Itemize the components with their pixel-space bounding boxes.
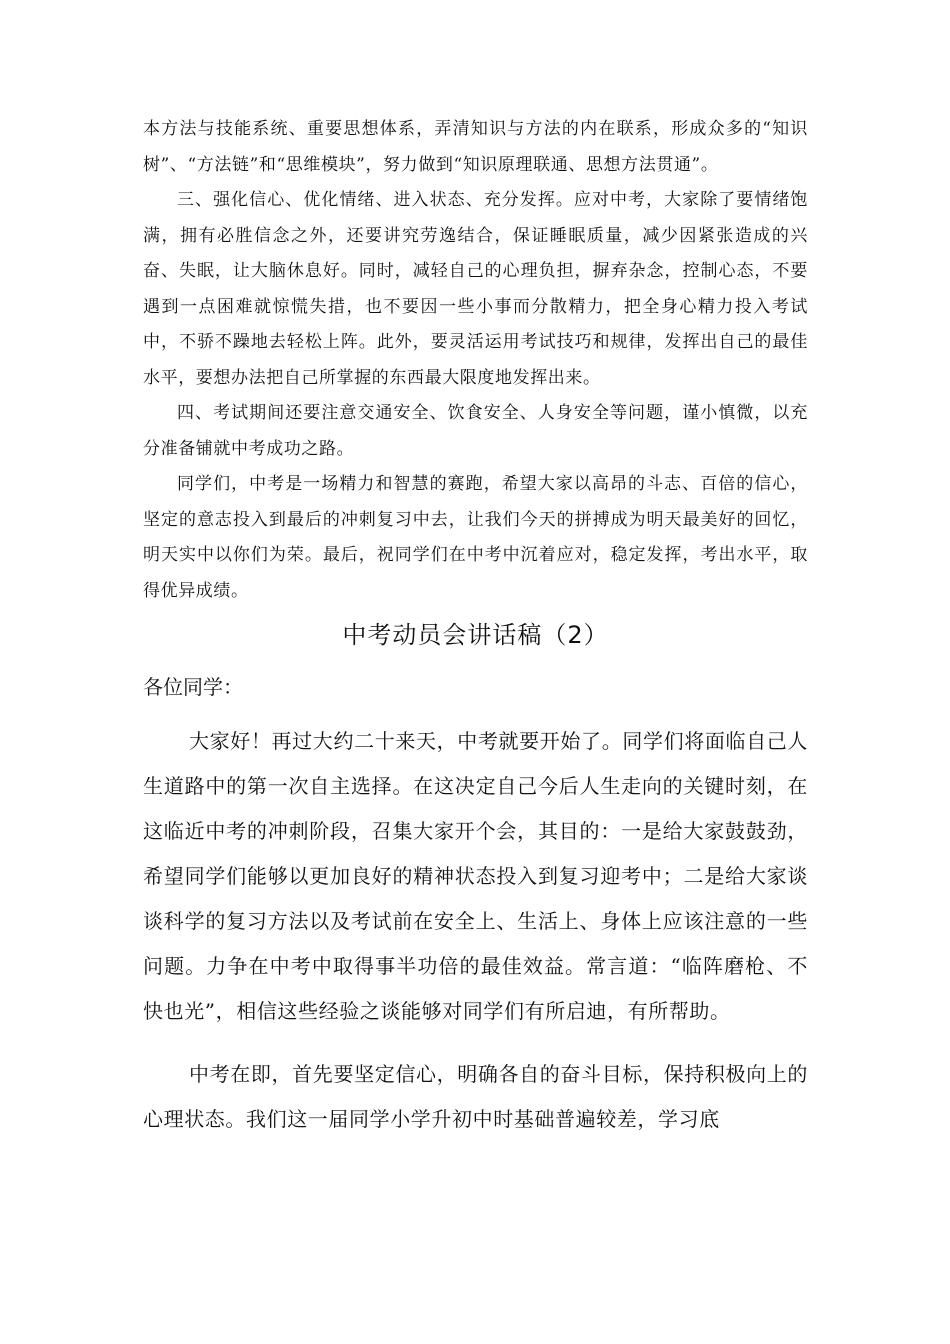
- greeting: 各位同学：: [143, 675, 243, 699]
- paragraph-continuation: 本方法与技能系统、重要思想体系，弄清知识与方法的内在联系，形成众多的“知识树”、“方法链”和“思维模块”，努力做到“知识原理联通、思想方法贯通”。: [143, 119, 808, 175]
- document-page: [143, 112, 808, 1142]
- paragraph-confidence: 中考在即，首先要坚定信心，明确各自的奋斗目标，保持积极向上的心理状态。我们这一届同学小学升初中时基础普遍较差，学习底: [143, 1062, 808, 1131]
- paragraph-intro: 大家好！再过大约二十来天，中考就要开始了。同学们将面临自己人生道路中的第一次自主选择。在这决定自己今后人生走向的关键时刻，在这临近中考的冲刺阶段，召集大家开个会，其目的：一是给大家鼓鼓劲，希望同学们能够以更加良好的精神状态投入到复习迎考中；二是给大家谈谈科学的复习方法以及考试前在安全上、生活上、身体上应该注意的一些问题。力争在中考中取得事半功倍的最佳效益。常言道：“临阵磨枪、不快也光”，相信这些经验之谈能够对同学们有所启迪，有所帮助。: [143, 729, 808, 1023]
- paragraph-point-three: 三、强化信心、优化情绪、进入状态、充分发挥。应对中考，大家除了要情绪饱满，拥有必胜信念之外，还要讲究劳逸结合，保证睡眠质量，减少因紧张造成的兴奋、失眠，让大脑休息好。同时，减轻自己的心理负担，摒弃杂念，控制心态，不要遇到一点困难就惊慌失措，也不要因一些小事而分散精力，把全身心精力投入考试中，不骄不躁地去轻松上阵。此外，要灵活运用考试技巧和规律，发挥出自己的最佳水平，要想办法把自己所掌握的东西最大限度地发挥出来。: [143, 190, 808, 388]
- paragraph-closing: 同学们，中考是一场精力和智慧的赛跑，希望大家以高昂的斗志、百倍的信心，坚定的意志投入到最后的冲刺复习中去，让我们今天的拼搏成为明天最美好的回忆，明天实中以你们为荣。最后，祝同学们在中考中沉着应对，稳定发挥，考出水平，取得优异成绩。: [143, 474, 808, 601]
- paragraph-point-four: 四、考试期间还要注意交通安全、饮食安全、人身安全等问题，谨小慎微，以充分准备铺就中考成功之路。: [143, 403, 808, 459]
- section-title: 中考动员会讲话稿（2）: [342, 621, 609, 649]
